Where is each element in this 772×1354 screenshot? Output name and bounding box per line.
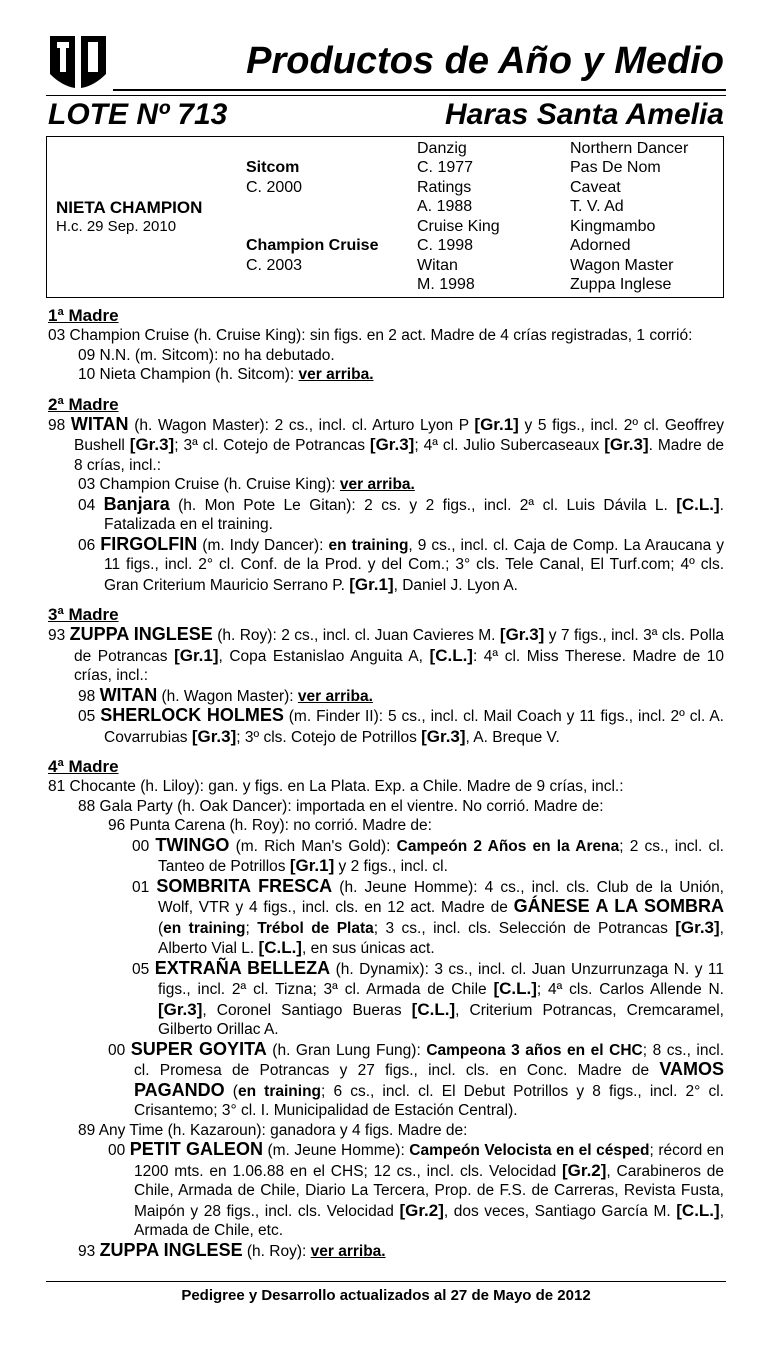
pedigree-g2-cell: Cruise King: [417, 218, 500, 235]
entry-paragraph: 96 Punta Carena (h. Roy): no corrió. Madre de:: [108, 817, 432, 834]
section-heading-2: 2ª Madre: [48, 394, 119, 414]
header-rule-thin: [46, 95, 726, 96]
page-title: Productos de Año y Medio: [246, 40, 724, 82]
pedigree-g3-cell: Caveat: [570, 179, 621, 196]
entry-paragraph: 03 Champion Cruise (h. Cruise King): sin figs. en 2 act. Madre de 4 crías registradas, 1 corrió:: [48, 327, 693, 344]
pedigree-g3-cell: Northern Dancer: [570, 140, 689, 157]
section-heading-4: 4ª Madre: [48, 757, 119, 776]
horse-info: H.c. 29 Sep. 2010: [56, 218, 177, 235]
pedigree-g3-cell: Zuppa Inglese: [570, 276, 672, 293]
pedigree-g3-cell: Pas De Nom: [570, 159, 661, 176]
entry-paragraph: 88 Gala Party (h. Oak Dancer): importada en el vientre. No corrió. Madre de:: [78, 797, 604, 815]
stud-name: Haras Santa Amelia: [444, 98, 724, 131]
family-content: [48, 304, 724, 1261]
pedigree-g2-cell: C. 1998: [417, 237, 474, 254]
header-rule: [113, 89, 726, 91]
footer-rule: [46, 1281, 726, 1282]
entry-paragraph: 05 EXTRAÑA BELLEZA (h. Dynamix): 3 cs., incl. cl. Juan Unzurrunzaga N. y 11 figs., incl. 2ª cl. Tizna; 3ª cl. Armada de Chile [C.L.]; 4ª cls. Carlos Allende N. [Gr.3], Coronel Santiago Bueras [C.L.], Criterium Potrancas, Cremcaramel, Gilberto Orillac A.: [132, 957, 724, 1038]
pedigree-g2-cell: A. 1988: [417, 198, 473, 215]
dam-name: Champion Cruise: [246, 237, 379, 254]
lot-number: LOTE Nº 713: [48, 98, 228, 131]
pedigree-g3-cell: Wagon Master: [570, 257, 674, 274]
entry-paragraph: 00 TWINGO (m. Rich Man's Gold): Campeón 2 Años en la Arena; 2 cs., incl. cl. Tanteo de Potrillos [Gr.1] y 2 figs., incl. cl.: [132, 834, 724, 875]
section-heading-3: 3ª Madre: [48, 605, 119, 624]
entry-paragraph: 05 SHERLOCK HOLMES (m. Finder II): 5 cs., incl. cl. Mail Coach y 11 figs., incl. 2º cl. A. Covarrubias [Gr.3]; 3º cls. Cotejo de Potrillos [Gr.3], A. Breque V.: [78, 705, 724, 746]
dam-year: C. 2003: [246, 257, 303, 274]
entry-paragraph: 06 FIRGOLFIN (m. Indy Dancer): en training, 9 cs., incl. cl. Caja de Comp. La Araucana y 11 figs., incl. 2° cl. Conf. de la Prod. y del Com.; 3° cls. Tele Canal, El Turf.com; 4º cls. Gran Criterium Mauricio Serrano P. [Gr.1], Daniel J. Lyon A.: [78, 533, 724, 594]
entry-paragraph: 10 Nieta Champion (h. Sitcom): ver arriba.: [78, 366, 374, 383]
entry-paragraph: 00 PETIT GALEON (m. Jeune Homme): Campeón Velocista en el césped; récord en 1200 mts. en 1.06.88 en el CHS; 12 cs., incl. cls. Velocidad [Gr.2], Carabineros de Chile, Armada de Chile, Diario La Tercera, Prop. de F.S. de Carreras, Revista Fusta, Maipón y 28 figs., incl. cls. Velocidad [Gr.2], dos veces, Santiago García M. [C.L.], Armada de Chile, etc.: [108, 1139, 724, 1239]
entry-paragraph: 89 Any Time (h. Kazaroun): ganadora y 4 figs. Madre de:: [78, 1121, 468, 1139]
logo: [48, 30, 108, 94]
sire-year: C. 2000: [246, 179, 303, 196]
entry-paragraph: 98 WITAN (h. Wagon Master): ver arriba.: [78, 684, 373, 705]
entry-paragraph: 93 ZUPPA INGLESE (h. Roy): ver arriba.: [78, 1239, 386, 1260]
pedigree-g2-cell: Witan: [417, 257, 458, 274]
entry-paragraph: 09 N.N. (m. Sitcom): no ha debutado.: [78, 346, 335, 364]
pedigree-g3-cell: Kingmambo: [570, 218, 656, 235]
sire-name: Sitcom: [246, 159, 300, 176]
entry-paragraph: 00 SUPER GOYITA (h. Gran Lung Fung): Campeona 3 años en el CHC; 8 cs., incl. cl. Promesa de Potrancas y 27 figs., incl. cls. en Conc. Madre de VAMOS PAGANDO (en training; 6 cs., incl. cl. El Debut Potrillos y 8 figs., incl. 2° cl. Crisantemo; 3° cl. I. Municipalidad de Estación Central).: [108, 1038, 724, 1119]
entry-paragraph: 93 ZUPPA INGLESE (h. Roy): 2 cs., incl. cl. Juan Cavieres M. [Gr.3] y 7 figs., incl. 3ª cls. Polla de Potrancas [Gr.1], Copa Estanislao Anguita A, [C.L.]: 4ª cl. Miss Therese. Madre de 10 crías, incl.:: [48, 624, 725, 684]
entry-paragraph: 98 WITAN (h. Wagon Master): 2 cs., incl. cl. Arturo Lyon P [Gr.1] y 5 figs., incl. 2º cl. Geoffrey Bushell [Gr.3]; 3ª cl. Cotejo de Potrancas [Gr.3]; 4ª cl. Julio Subercaseaux [Gr.3]. Madre de 8 crías, incl.:: [48, 413, 724, 474]
pedigree-table: [46, 136, 724, 298]
pedigree-g3-cell: T. V. Ad: [570, 198, 624, 215]
pedigree-g2-cell: C. 1977: [417, 159, 474, 176]
pedigree-g2-cell: Ratings: [417, 179, 472, 196]
pedigree-g2-cell: Danzig: [417, 140, 467, 157]
pedigree-g2-cell: M. 1998: [417, 276, 475, 293]
footer-note: Pedigree y Desarrollo actualizados al 27 de Mayo de 2012: [181, 1287, 591, 1304]
pedigree-g3-cell: Adorned: [570, 237, 631, 254]
section-heading-1: 1ª Madre: [48, 306, 119, 325]
entry-paragraph: 04 Banjara (h. Mon Pote Le Gitan): 2 cs. y 2 figs., incl. 2ª cl. Luis Dávila L. [C.L.]. Fatalizada en el training.: [78, 493, 724, 533]
entry-paragraph: 03 Champion Cruise (h. Cruise King): ver arriba.: [78, 476, 415, 493]
entry-paragraph: 01 SOMBRITA FRESCA (h. Jeune Homme): 4 cs., incl. cls. Club de la Unión, Wolf, VTR y 4 figs., incl. cls. en 12 act. Madre de GÁNESE A LA SOMBRA (en training; Trébol de Plata; 3 cs., incl. cls. Selección de Potrancas [Gr.3], Alberto Vial L. [C.L.], en sus únicas act.: [132, 875, 724, 957]
horse-name: NIETA CHAMPION: [56, 198, 203, 217]
entry-paragraph: 81 Chocante (h. Liloy): gan. y figs. en La Plata. Exp. a Chile. Madre de 9 crías, incl.:: [48, 778, 624, 795]
